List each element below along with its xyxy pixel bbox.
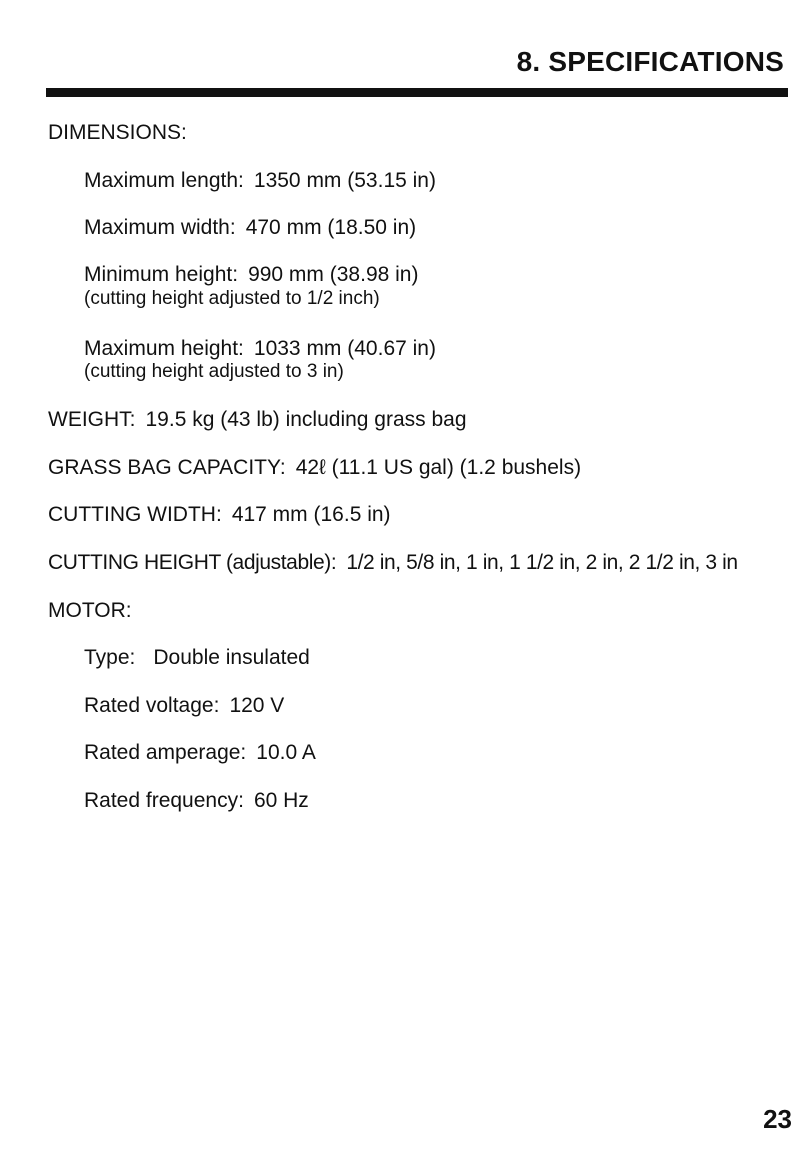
max-height-label: Maximum height: xyxy=(84,337,244,360)
motor-type-row xyxy=(84,646,310,670)
max-width-label: Maximum width: xyxy=(84,216,236,239)
motor-frequency-label: Rated frequency: xyxy=(84,789,244,812)
cutting-height-label: CUTTING HEIGHT (adjustable): xyxy=(48,551,337,574)
max-width-row xyxy=(84,216,416,240)
max-height-row xyxy=(84,337,436,361)
motor-heading: MOTOR: xyxy=(48,599,132,622)
min-height-row xyxy=(84,263,418,287)
dimensions-heading: DIMENSIONS: xyxy=(48,121,187,144)
max-length-value: 1350 mm (53.15 in) xyxy=(253,169,436,192)
weight-value: 19.5 kg (43 lb) including grass bag xyxy=(145,408,467,431)
max-length-row xyxy=(84,169,436,193)
max-height-value: 1033 mm (40.67 in) xyxy=(253,337,436,360)
grass-bag-value: 42ℓ (11.1 US gal) (1.2 bushels) xyxy=(295,456,582,479)
max-length-label: Maximum length: xyxy=(84,169,244,192)
page-title: 8. SPECIFICATIONS xyxy=(516,46,784,77)
cutting-width-value: 417 mm (16.5 in) xyxy=(231,503,391,526)
motor-frequency-value: 60 Hz xyxy=(253,789,309,812)
page-number: 23 xyxy=(763,1104,792,1134)
weight-label: WEIGHT: xyxy=(48,408,136,431)
cutting-height-row xyxy=(48,551,738,575)
motor-voltage-value: 120 V xyxy=(229,694,285,717)
motor-amperage-label: Rated amperage: xyxy=(84,741,247,764)
motor-frequency-row xyxy=(84,789,309,813)
max-height-note: (cutting height adjusted to 3 in) xyxy=(84,361,344,382)
cutting-width-row xyxy=(48,503,391,527)
min-height-label: Minimum height: xyxy=(84,263,239,286)
motor-type-label: Type: xyxy=(84,646,136,669)
max-width-value: 470 mm (18.50 in) xyxy=(245,216,417,239)
cutting-height-value: 1/2 in, 5/8 in, 1 in, 1 1/2 in, 2 in, 2 1/2 in, 3 in xyxy=(346,551,738,574)
title-rule xyxy=(46,88,788,97)
motor-type-value: Double insulated xyxy=(153,646,310,669)
motor-voltage-label: Rated voltage: xyxy=(84,694,220,717)
min-height-note: (cutting height adjusted to 1/2 inch) xyxy=(84,288,380,309)
grass-bag-row xyxy=(48,456,581,480)
motor-amperage-value: 10.0 A xyxy=(256,741,316,764)
motor-amperage-row xyxy=(84,741,316,765)
cutting-width-label: CUTTING WIDTH: xyxy=(48,503,222,526)
min-height-value: 990 mm (38.98 in) xyxy=(248,263,419,286)
motor-voltage-row xyxy=(84,694,284,718)
grass-bag-label: GRASS BAG CAPACITY: xyxy=(48,456,286,479)
weight-row xyxy=(48,408,467,432)
